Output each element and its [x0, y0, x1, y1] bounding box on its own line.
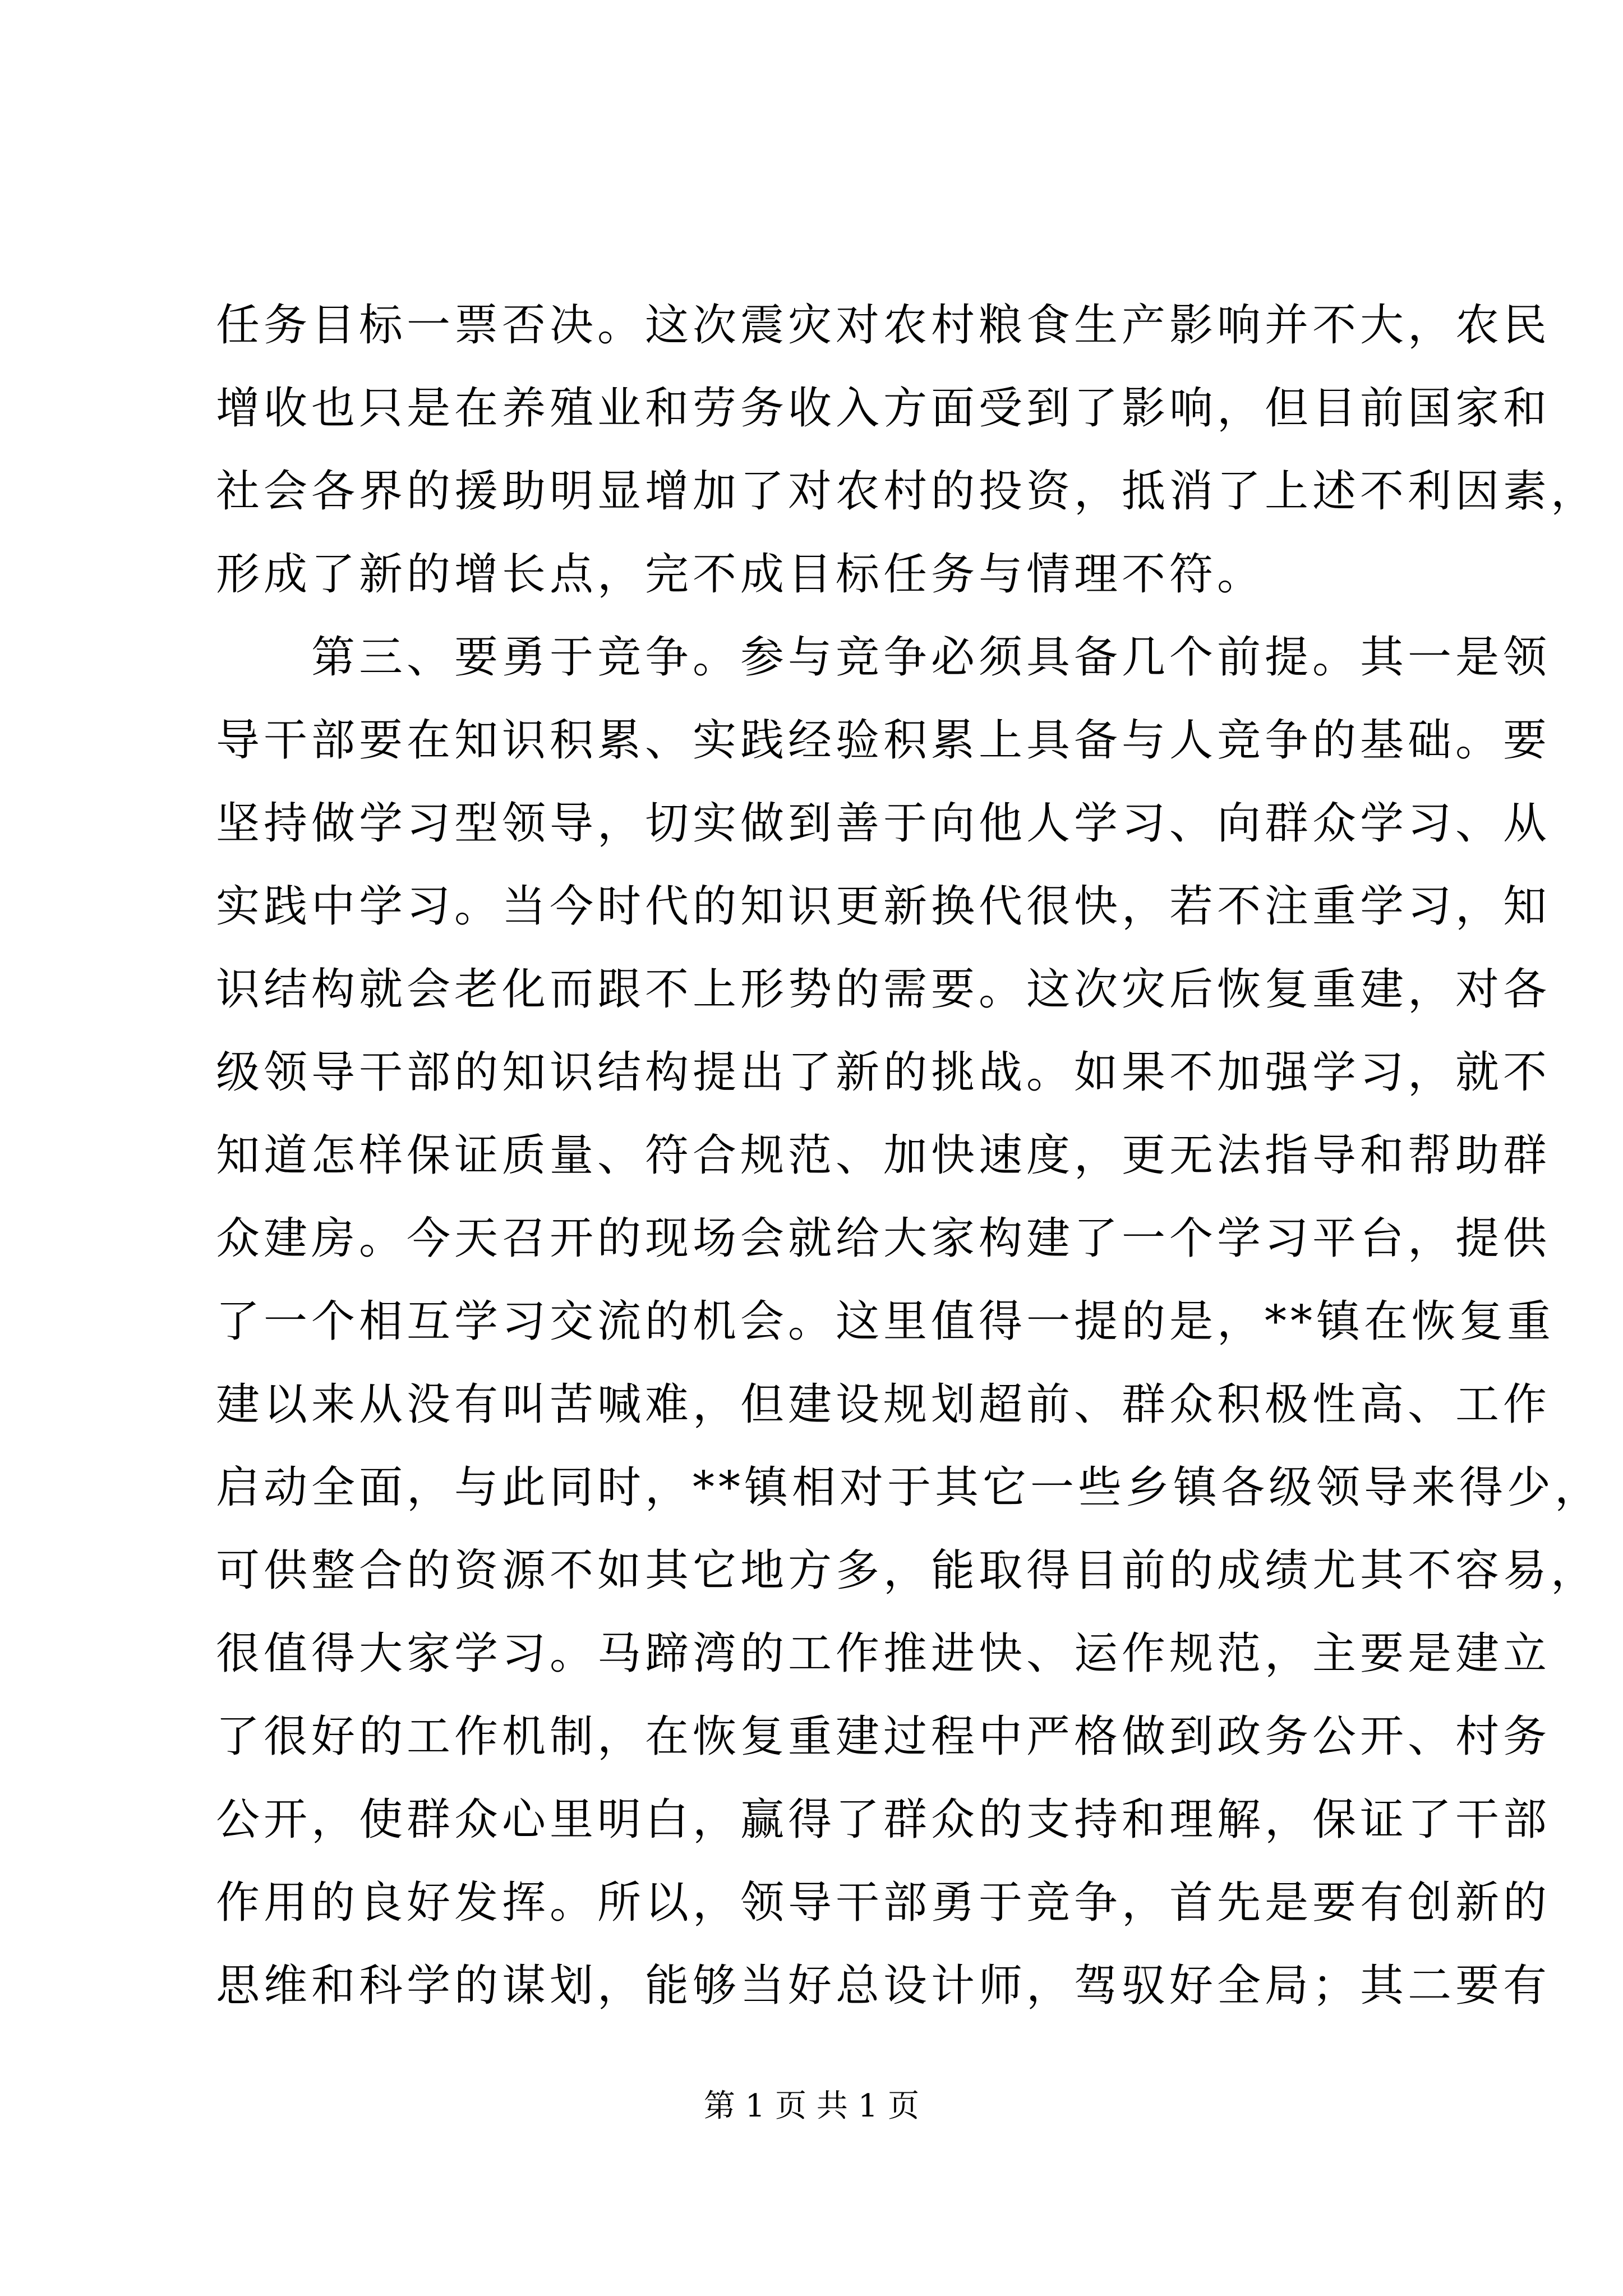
text-line: 作用的良好发挥。所以，领导干部勇于竞争，首先是要有创新的 [216, 1878, 1551, 1928]
body-text [216, 297, 1603, 2041]
text-line: 增收也只是在养殖业和劳务收入方面受到了影响，但目前国家和 [216, 383, 1551, 434]
text-line: 可供整合的资源不如其它地方多，能取得目前的成绩尤其不容易， [216, 1545, 1599, 1596]
text-line: 启动全面，与此同时，**镇相对于其它一些乡镇各级领导来得少， [216, 1462, 1603, 1513]
text-line: 坚持做学习型领导，切实做到善于向他人学习、向群众学习、从 [216, 798, 1551, 849]
text-line: 任务目标一票否决。这次震灾对农村粮食生产影响并不大，农民 [216, 300, 1551, 351]
text-line: 众建房。今天召开的现场会就给大家构建了一个学习平台，提供 [216, 1213, 1551, 1264]
text-line: 级领导干部的知识结构提出了新的挑战。如果不加强学习，就不 [216, 1047, 1551, 1098]
text-line: 了很好的工作机制，在恢复重建过程中严格做到政务公开、村务 [216, 1711, 1551, 1762]
text-line: 社会各界的援助明显增加了对农村的投资，抵消了上述不利因素， [216, 466, 1599, 517]
text-line: 公开，使群众心里明白，赢得了群众的支持和理解，保证了干部 [216, 1795, 1551, 1845]
text-line: 很值得大家学习。马蹄湾的工作推进快、运作规范，主要是建立 [216, 1628, 1551, 1679]
text-line: 了一个相互学习交流的机会。这里值得一提的是，**镇在恢复重 [216, 1296, 1555, 1347]
text-line: 实践中学习。当今时代的知识更新换代很快，若不注重学习，知 [216, 881, 1551, 932]
text-line: 导干部要在知识积累、实践经验积累上具备与人竞争的基础。要 [216, 715, 1551, 766]
text-line: 建以来从没有叫苦喊难，但建设规划超前、群众积极性高、工作 [216, 1379, 1551, 1430]
text-line: 思维和科学的谋划，能够当好总设计师，驾驭好全局；其二要有 [216, 1961, 1551, 2011]
text-line: 知道怎样保证质量、符合规范、加快速度，更无法指导和帮助群 [216, 1130, 1551, 1181]
page-footer: 第 1 页 共 1 页 [703, 2088, 920, 2124]
text-line: 形成了新的增长点，完不成目标任务与情理不符。 [216, 549, 1265, 600]
text-line: 第三、要勇于竞争。参与竞争必须具备几个前提。其一是领 [216, 632, 1551, 683]
text-line: 识结构就会老化而跟不上形势的需要。这次灾后恢复重建，对各 [216, 964, 1551, 1015]
